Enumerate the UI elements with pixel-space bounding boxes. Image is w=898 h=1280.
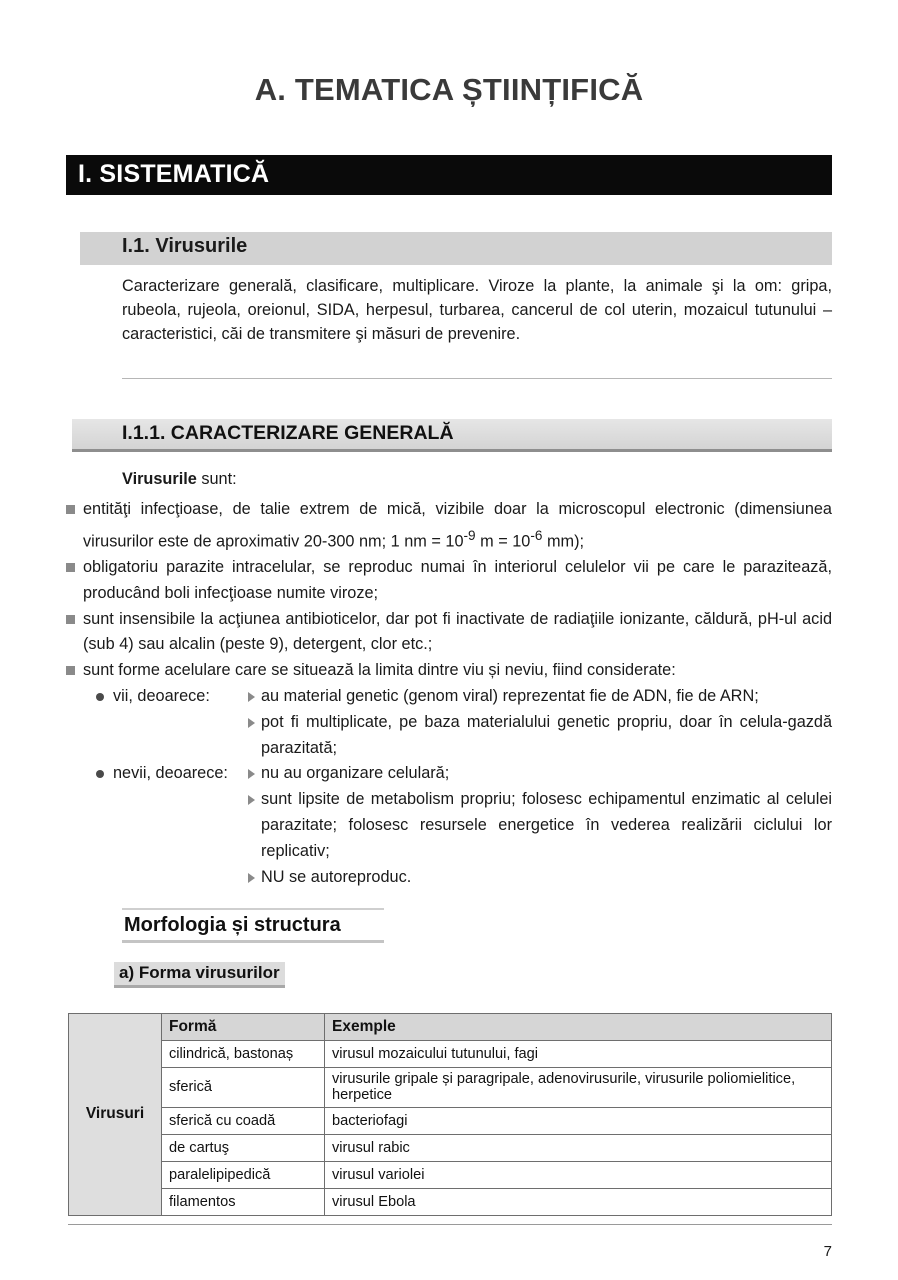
table-body: [69, 1014, 832, 1216]
table-header-forma: Formă: [162, 1014, 325, 1041]
list-item: [66, 497, 832, 555]
sublist-item: [248, 710, 832, 762]
sublist-item-text: sunt lipsite de metabolism propriu; folosesc echipamentul enzimatic al celulei parazitate; folosesc resursele energetice în vederea realizării ciclului lor replicativ;: [261, 790, 832, 860]
table-row: [69, 1041, 832, 1068]
subsection-intro-paragraph: Caracterizare generală, clasificare, multiplicare. Viroze la plante, la animale şi la om: gripa, rubeola, rujeola, oreionul, SIDA, herpesul, turbarea, cancerul de col uterin, mozaicul tutunului – caracteristici, căi de transmitere şi măsuri de prevenire.: [122, 277, 832, 344]
sublist-item-text: pot fi multiplicate, pe baza materialului genetic propriu, doar în celula-gazdă parazitată;: [261, 712, 832, 757]
list-item: [66, 555, 832, 607]
sublist-label: vii, deoarece:: [113, 687, 210, 705]
triangle-bullet-icon: [248, 795, 255, 805]
triangle-bullet-icon: [248, 692, 255, 702]
sublist-label-wrap: [96, 761, 248, 787]
square-bullet-icon: [66, 666, 75, 675]
table-row: [69, 1162, 832, 1189]
subsection-bar: [80, 232, 832, 265]
table-header-exemple: Exemple: [325, 1014, 832, 1041]
page-title: A. TEMATICA ȘTIINȚIFICĂ: [254, 72, 644, 107]
list-item-text: obligatoriu parazite intracelular, se reproduc numai în interiorul celulelor vii pe care le parazitează, producând boli infecţioase numite viroze;: [83, 558, 832, 602]
table-cell-forma: cilindrică, bastonaș: [162, 1041, 325, 1068]
sublist-item-text: NU se autoreproduc.: [261, 867, 412, 886]
table-cell-exemple: virusul mozaicului tutunului, fagi: [325, 1041, 832, 1068]
superscript-exponent: -9: [463, 527, 476, 543]
chapter-label: I.1.1. CARACTERIZARE GENERALĂ: [122, 422, 454, 444]
list-item: [66, 658, 832, 684]
page-number: 7: [823, 1243, 832, 1260]
table-cell-exemple: bacteriofagi: [325, 1108, 832, 1135]
lead-line-bold: Virusurile: [122, 470, 197, 488]
section-banner: [66, 155, 832, 195]
sublist-group-vii: [96, 684, 832, 761]
table-cell-exemple: virusul Ebola: [325, 1189, 832, 1216]
footer-divider: [68, 1224, 832, 1225]
table-row-label-cell: Virusuri: [69, 1014, 162, 1216]
sublist-item: [248, 787, 832, 864]
sublist-item: [248, 684, 832, 710]
sublist-group-nevii: [96, 761, 832, 890]
dot-bullet-icon: [96, 770, 104, 778]
square-bullet-icon: [66, 615, 75, 624]
table-row: [69, 1135, 832, 1162]
table-cell-exemple: virusurile gripale și paragripale, adenovirusurile, virusurile poliomielitice, herpetice: [325, 1068, 832, 1108]
morfologia-heading: [122, 908, 384, 943]
lead-line-rest: sunt:: [196, 470, 237, 488]
sublist-item: [248, 761, 832, 787]
sublist-item-text: au material genetic (genom viral) reprezentat fie de ADN, fie de ARN;: [261, 687, 759, 705]
list-item-text-b: m = 10: [475, 532, 531, 551]
table-row: [69, 1108, 832, 1135]
table-row: [69, 1068, 832, 1108]
table-cell-forma: sferică cu coadă: [162, 1108, 325, 1135]
table-row: [69, 1189, 832, 1216]
superscript-exponent: -6: [530, 527, 543, 543]
sublist-items: [248, 761, 832, 890]
sublist-label: nevii, deoarece:: [113, 764, 228, 783]
sublist-label-wrap: [96, 684, 248, 710]
morfologia-heading-label: Morfologia și structura: [124, 914, 341, 936]
dot-bullet-icon: [96, 693, 104, 701]
list-item-text: sunt forme acelulare care se situează la limita dintre viu și neviu, fiind considerate:: [83, 661, 676, 680]
lead-line: [122, 468, 237, 490]
list-item-text-a: entităţi infecţioase, de talie extrem de mică, vizibile doar la microscopul electronic (dimensiunea virusurilor este de aproximativ 20-300 nm; 1 nm = 10: [83, 500, 832, 551]
sublist-item: [248, 865, 832, 891]
square-bullet-icon: [66, 505, 75, 514]
list-item-text: sunt insensibile la acţiunea antibioticelor, dar pot fi inactivate de radiaţiile ionizante, căldură, pH-ul acid (sub 4) sau alcalin (peste 9), detergent, clor etc.;: [83, 609, 832, 654]
table-cell-forma: paralelipipedică: [162, 1162, 325, 1189]
triangle-bullet-icon: [248, 769, 255, 779]
chapter-bar: [72, 419, 832, 452]
sublist-items: [248, 684, 832, 761]
section-banner-label: I. SISTEMATICĂ: [78, 160, 270, 188]
table-cell-forma: de cartuş: [162, 1135, 325, 1162]
square-bullet-icon: [66, 563, 75, 572]
triangle-bullet-icon: [248, 718, 255, 728]
forma-virusurilor-heading: a) Forma virusurilor: [114, 962, 285, 988]
characteristics-list: [66, 497, 832, 890]
table-header-row: [69, 1014, 832, 1041]
table-cell-exemple: virusul variolei: [325, 1162, 832, 1189]
intro-divider: [122, 378, 832, 379]
table-cell-forma: sferică: [162, 1068, 325, 1108]
sublist-item-text: nu au organizare celulară;: [261, 764, 450, 783]
list-item-text-c: mm);: [542, 532, 585, 551]
triangle-bullet-icon: [248, 873, 255, 883]
forme-virusuri-table: [68, 1013, 832, 1216]
table-cell-forma: filamentos: [162, 1189, 325, 1216]
list-item: [66, 607, 832, 659]
table-cell-exemple: virusul rabic: [325, 1135, 832, 1162]
subsection-label: I.1. Virusurile: [122, 235, 248, 257]
